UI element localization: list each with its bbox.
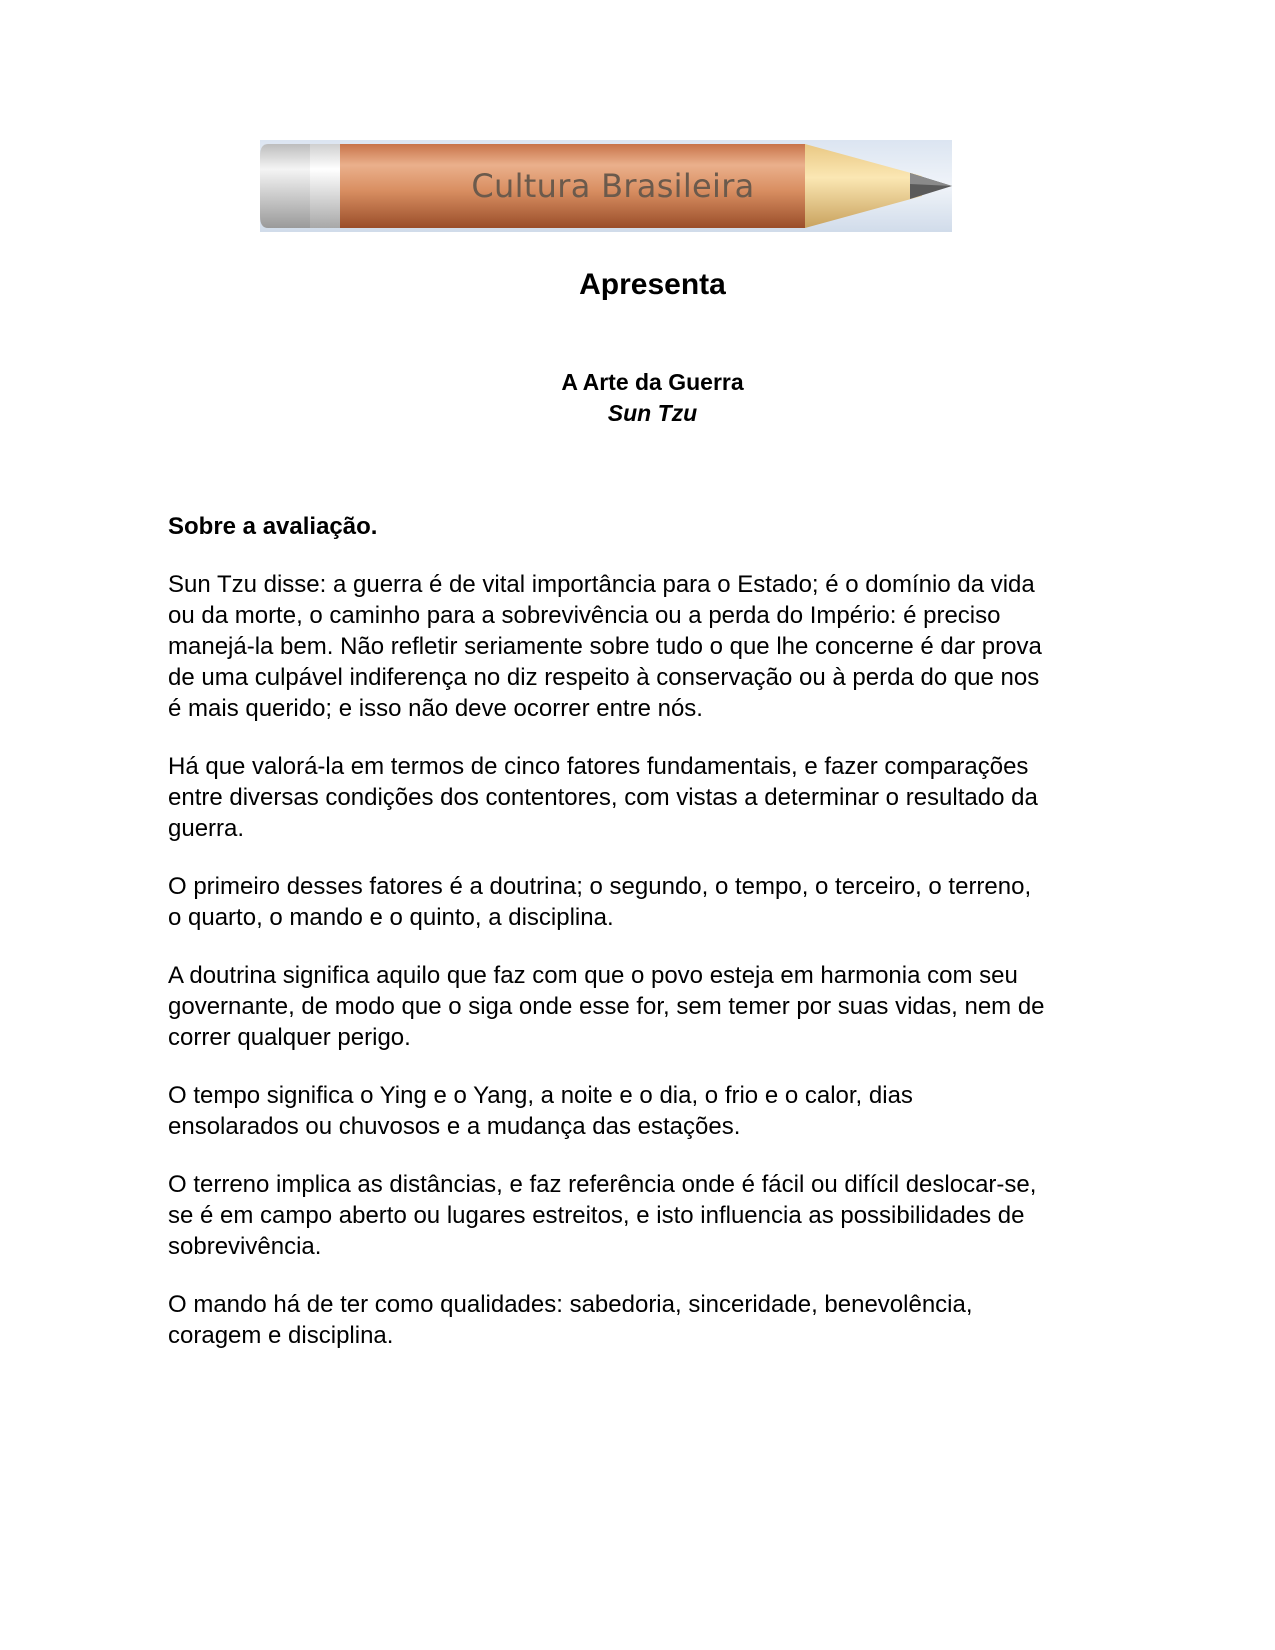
document-body (168, 512, 1048, 1378)
paragraph: O mando há de ter como qualidades: sabedoria, sinceridade, benevolência, coragem e disciplina. (168, 1291, 973, 1349)
paragraph: Sun Tzu disse: a guerra é de vital importância para o Estado; é o domínio da vida ou da morte, o caminho para a sobrevivência ou a perda do Império: é preciso manejá-la bem. Não refletir seriamente sobre tudo o que lhe concerne é dar prova de uma culpável indiferença no diz respeito à conservação ou à perda do que nos é mais querido; e isso não deve ocorrer entre nós. (168, 571, 1042, 722)
paragraph: O tempo significa o Ying e o Yang, a noite e o dia, o frio e o calor, dias ensolarados ou chuvosos e a mudança das estações. (168, 1082, 913, 1140)
presents-heading: Apresenta (579, 268, 726, 301)
section-heading: Sobre a avaliação. (168, 513, 378, 540)
book-author: Sun Tzu (607, 400, 698, 426)
book-title: A Arte da Guerra (561, 369, 744, 395)
logo-text: Cultura Brasileira (471, 167, 755, 205)
paragraph: O primeiro desses fatores é a doutrina; o segundo, o tempo, o terceiro, o terreno, o quarto, o mando e o quinto, a disciplina. (168, 873, 1032, 931)
paragraph: A doutrina significa aquilo que faz com que o povo esteja em harmonia com seu governante, de modo que o siga onde esse for, sem temer por suas vidas, nem de correr qualquer perigo. (168, 962, 1045, 1051)
paragraph: O terreno implica as distâncias, e faz referência onde é fácil ou difícil deslocar-se, se é em campo aberto ou lugares estreitos, e isto influencia as possibilidades de sobrevivência. (168, 1171, 1037, 1260)
paragraph: Há que valorá-la em termos de cinco fatores fundamentais, e fazer comparações entre diversas condições dos contentores, com vistas a determinar o resultado da guerra. (168, 753, 1038, 842)
cultura-brasileira-logo (260, 140, 952, 232)
